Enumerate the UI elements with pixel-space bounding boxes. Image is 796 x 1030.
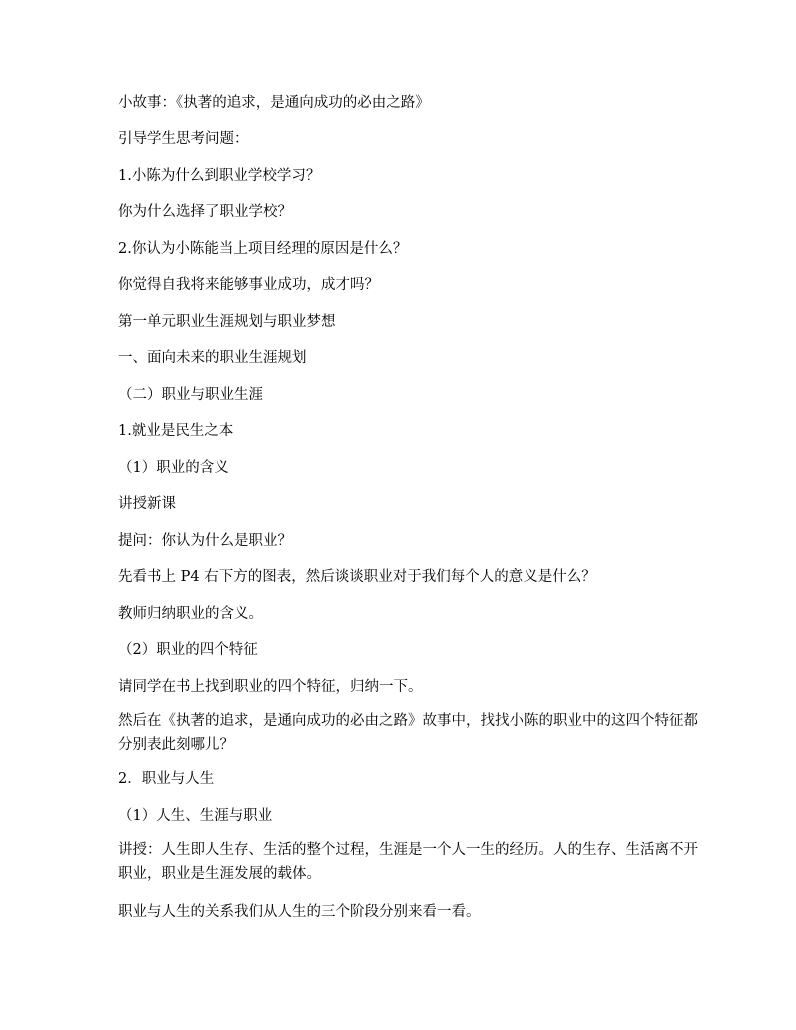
paragraph-question-1: 1.小陈为什么到职业学校学习？ [118,168,321,184]
heading-item-life-career: （1）人生、生涯与职业 [118,808,273,824]
paragraph-question-2-followup: 你觉得自我将来能够事业成功，成才吗？ [118,277,379,293]
paragraph-question-2: 2.你认为小陈能当上项目经理的原因是什么？ [118,241,408,257]
paragraph-question-career: 提问：你认为什么是职业？ [118,533,292,549]
paragraph-lecture: 讲授：人生即人生存、生活的整个过程，生涯是一个人一生的经历。人的生存、生活离不开职业，职业是生涯发展的载体。 [118,842,698,882]
paragraph-new-lesson: 讲授新课 [118,496,176,512]
paragraph-question-1-followup: 你为什么选择了职业学校？ [118,204,292,220]
paragraph-story-features: 然后在《执著的追求，是通向成功的必由之路》故事中，找找小陈的职业中的这四个特征都分别表此刻哪儿？ [118,713,698,753]
paragraph-three-stages: 职业与人生的关系我们从人生的三个阶段分别来看一看。 [118,904,481,920]
heading-section-1: 一、面向未来的职业生涯规划 [118,350,307,366]
heading-item-1: （1）职业的含义 [118,460,229,476]
heading-unit-1: 第一单元职业生涯规划与职业梦想 [118,314,336,330]
paragraph-teacher-summary: 教师归纳职业的含义。 [118,606,263,622]
heading-subsection-2: （二）职业与职业生涯 [118,387,263,403]
paragraph-guide-questions: 引导学生思考问题： [118,131,249,147]
heading-point-2: 2．职业与人生 [118,771,215,787]
heading-item-2: （2）职业的四个特征 [118,642,258,658]
paragraph-story-title: 小故事：《执著的追求，是通向成功的必由之路》 [118,95,430,111]
heading-point-1: 1.就业是民生之本 [118,423,234,439]
paragraph-chart-instruction: 先看书上 P4 右下方的图表，然后谈谈职业对于我们每个人的意义是什么？ [118,569,596,585]
paragraph-find-features: 请同学在书上找到职业的四个特征，归纳一下。 [118,679,423,695]
